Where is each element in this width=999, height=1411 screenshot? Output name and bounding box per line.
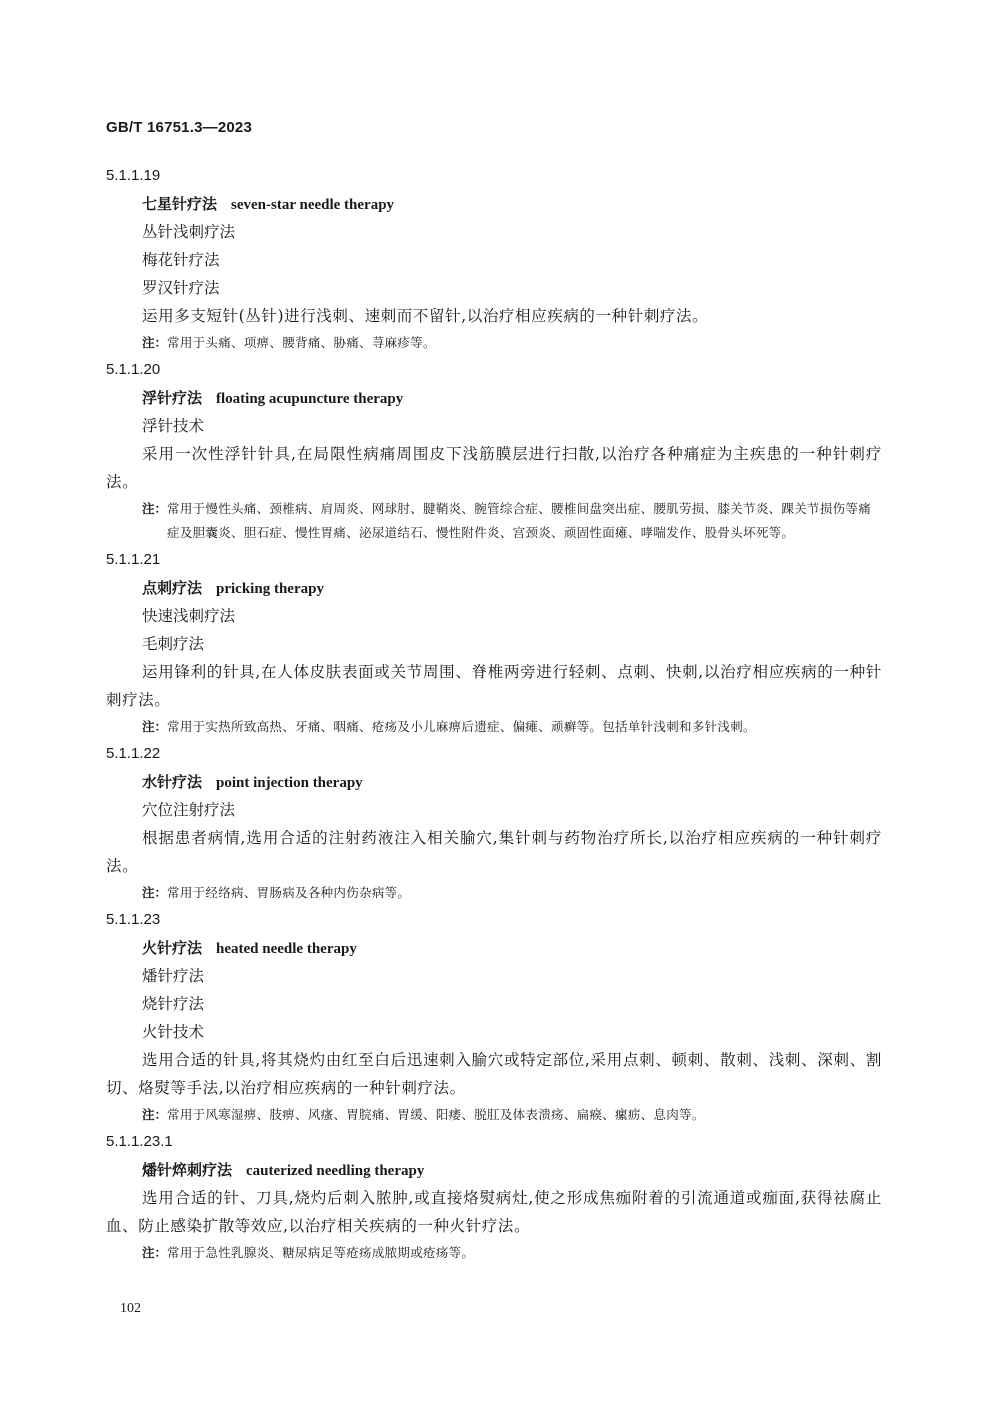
term-synonym: 快速浅刺疗法: [142, 607, 236, 625]
note-text: 常用于慢性头痛、颈椎病、肩周炎、网球肘、腱鞘炎、腕管综合症、腰椎间盘突出症、腰肌劳损、膝关节炎、踝关节损伤等痛症及胆囊炎、胆石症、慢性胃痛、泌尿道结石、慢性附件炎、宫颈炎、顽固性面瘫、哮喘发作、股骨头坏死等。: [167, 501, 872, 540]
note-text: 常用于头痛、项痹、腰背痛、胁痛、荨麻疹等。: [167, 335, 436, 350]
term-definition: 采用一次性浮针针具,在局限性病痛周围皮下浅筋膜层进行扫散,以治疗各种痛症为主疾患的一种针刺疗法。: [106, 445, 882, 491]
note-text: 常用于经络病、胃肠病及各种内伤杂病等。: [167, 885, 411, 900]
term-heading: [106, 190, 882, 218]
term-definition: 选用合适的针具,将其烧灼由红至白后迅速刺入腧穴或特定部位,采用点刺、顿刺、散刺、浅刺、深刺、割切、烙熨等手法,以治疗相应疾病的一种针刺疗法。: [106, 1051, 882, 1097]
note-label: 注：: [142, 719, 168, 734]
term-synonym: 梅花针疗法: [142, 251, 220, 269]
term-synonym: 火针技术: [142, 1023, 205, 1041]
term-chinese: 水针疗法: [142, 773, 203, 791]
term-definition: 选用合适的针、刀具,烧灼后刺入脓肿,或直接烙熨病灶,使之形成焦痂附着的引流通道或痂面,获得祛腐止血、防止感染扩散等效应,以治疗相关疾病的一种火针疗法。: [106, 1189, 882, 1235]
term-definition: 运用锋利的针具,在人体皮肤表面或关节周围、脊椎两旁进行轻刺、点刺、快刺,以治疗相应疾病的一种针刺疗法。: [106, 663, 882, 709]
term-note: [106, 330, 882, 356]
term-synonym: 浮针技术: [142, 417, 205, 435]
term-english: heated needle therapy: [216, 941, 357, 957]
term-heading: [106, 1156, 882, 1184]
term-synonym: 丛针浅刺疗法: [142, 223, 236, 241]
term-heading: [106, 384, 882, 412]
term-note: [106, 714, 882, 740]
term-entry: [106, 356, 882, 546]
term-chinese: 燔针焠刺疗法: [142, 1161, 233, 1179]
term-note: [106, 496, 882, 546]
document-body: [106, 162, 882, 1266]
term-english: seven-star needle therapy: [231, 197, 395, 213]
term-english: point injection therapy: [216, 775, 363, 791]
term-definition: 根据患者病情,选用合适的注射药液注入相关腧穴,集针刺与药物治疗所长,以治疗相应疾病的一种针刺疗法。: [106, 829, 882, 875]
term-english: floating acupuncture therapy: [216, 391, 404, 407]
term-heading: [106, 934, 882, 962]
term-synonym: 穴位注射疗法: [142, 801, 236, 819]
note-text: 常用于实热所致高热、牙痛、咽痛、疮疡及小儿麻痹后遗症、偏瘫、顽癣等。包括单针浅刺和多针浅刺。: [167, 719, 756, 734]
term-chinese: 浮针疗法: [142, 389, 203, 407]
term-heading: [106, 768, 882, 796]
term-heading: [106, 574, 882, 602]
term-note: [106, 1102, 882, 1128]
section-number: 5.1.1.23.1: [106, 1133, 173, 1150]
term-english: pricking therapy: [216, 581, 324, 597]
term-synonym: 毛刺疗法: [142, 635, 205, 653]
term-definition: 运用多支短针(丛针)进行浅刺、速刺而不留针,以治疗相应疾病的一种针刺疗法。: [142, 307, 709, 325]
section-number: 5.1.1.22: [106, 745, 161, 762]
page-number: 102: [120, 1301, 141, 1316]
note-label: 注：: [142, 501, 168, 516]
note-label: 注：: [142, 885, 168, 900]
note-text: 常用于风寒湿痹、肢痹、风瘙、胃脘痛、胃缓、阳痿、脱肛及体表溃疡、扁瘊、瘰疬、息肉等。: [167, 1107, 705, 1122]
section-number: 5.1.1.20: [106, 361, 161, 378]
term-chinese: 火针疗法: [142, 939, 203, 957]
term-entry: [106, 546, 882, 740]
note-label: 注：: [142, 1245, 168, 1260]
term-entry: [106, 1128, 882, 1266]
term-entry: [106, 162, 882, 356]
term-chinese: 点刺疗法: [142, 579, 203, 597]
standard-code-header: GB/T 16751.3—2023: [106, 119, 252, 136]
term-entry: [106, 906, 882, 1128]
note-text: 常用于急性乳腺炎、糖尿病足等疮疡成脓期或疮疡等。: [167, 1245, 475, 1260]
section-number: 5.1.1.21: [106, 551, 161, 568]
term-note: [106, 1240, 882, 1266]
term-synonym: 罗汉针疗法: [142, 279, 220, 297]
term-english: cauterized needling therapy: [246, 1163, 425, 1179]
section-number: 5.1.1.19: [106, 167, 161, 184]
term-chinese: 七星针疗法: [142, 195, 218, 213]
section-number: 5.1.1.23: [106, 911, 161, 928]
term-synonym: 燔针疗法: [142, 967, 205, 985]
note-label: 注：: [142, 335, 168, 350]
note-label: 注：: [142, 1107, 168, 1122]
term-synonym: 烧针疗法: [142, 995, 205, 1013]
term-note: [106, 880, 882, 906]
term-entry: [106, 740, 882, 906]
